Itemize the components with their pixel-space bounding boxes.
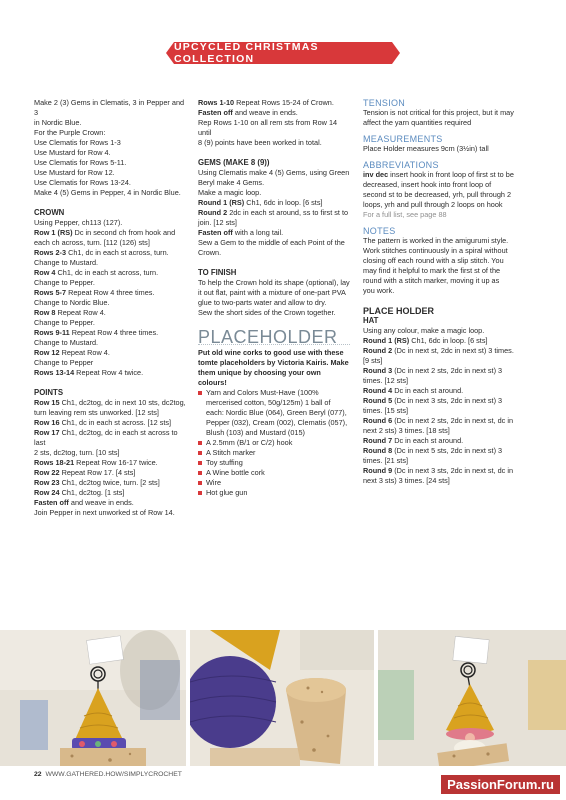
instruction-text: Rep Rows 1-10 on all rem sts from Row 14 until — [198, 118, 338, 137]
instruction-label: Row 12 — [34, 348, 60, 357]
instruction-text: Change to Mustard. — [34, 338, 99, 347]
column-1 — [34, 98, 186, 518]
instruction-line — [198, 248, 350, 258]
instruction-line — [363, 416, 535, 426]
instruction-line — [198, 108, 350, 118]
instruction-text: turn leaving rem sts unworked. [12 sts] — [34, 408, 159, 417]
instruction-text: Ch1, 6dc in loop. [6 sts] — [244, 198, 323, 207]
instruction-text: Repeat Row 4. — [55, 308, 106, 317]
instruction-line — [363, 170, 535, 180]
crown-continuation — [198, 98, 350, 148]
text-line: Put old wine corks to good use with these — [198, 348, 344, 357]
photo-placeholder-2 — [190, 630, 374, 766]
instruction-label: Round 1 (RS) — [198, 198, 245, 207]
instruction-line — [363, 456, 535, 466]
text-line: To help the Crown hold its shape (optional), lay — [198, 278, 350, 287]
instruction-text: insert hook in front loop of first st to be — [388, 170, 514, 179]
instruction-line — [363, 466, 535, 476]
instruction-label: Row 8 — [34, 308, 56, 317]
instruction-label: Rows 18-21 — [34, 458, 75, 467]
instruction-line — [198, 228, 350, 238]
text-line: in Nordic Blue. — [34, 118, 82, 127]
measurements-text: Place Holder measures 9cm (3½in) tall — [363, 144, 489, 153]
instruction-line — [363, 190, 535, 200]
instruction-line — [34, 428, 186, 448]
instruction-text: Change to Pepper — [34, 358, 94, 367]
instruction-line — [34, 348, 186, 358]
material-item: Wire — [198, 478, 350, 488]
instruction-label: inv dec — [363, 170, 389, 179]
text-line: The pattern is worked in the amigurumi style. — [363, 236, 509, 245]
column-2 — [198, 98, 350, 498]
instruction-text: [9 sts] — [363, 356, 383, 365]
instruction-text: next 3 sts) 3 times. [24 sts] — [363, 476, 450, 485]
instruction-text: times. [21 sts] — [363, 456, 409, 465]
instruction-text: Change to Mustard. — [34, 258, 99, 267]
materials-list — [198, 388, 350, 498]
material-item: A Stitch marker — [198, 448, 350, 458]
material-item: A Wine bottle cork — [198, 468, 350, 478]
instruction-line — [363, 436, 535, 446]
text-line: Sew the short sides of the Crown together. — [198, 308, 336, 317]
instruction-line — [34, 448, 186, 458]
text-line: Make 2 (3) Gems in Clematis, 3 in Pepper and 3 — [34, 98, 185, 117]
instruction-text: Ch1, dc in each st across, turn. — [66, 248, 169, 257]
instruction-line — [34, 458, 186, 468]
instruction-label: Rows 13-14 — [34, 368, 75, 377]
text-line: Use Mustard for Row 4. — [34, 148, 111, 157]
instruction-text: Ch1, dc in each st across. [12 sts] — [59, 418, 172, 427]
measurements-heading: MEASUREMENTS — [363, 134, 443, 144]
instruction-line — [34, 508, 186, 518]
instruction-label: Row 1 (RS) — [34, 228, 73, 237]
instruction-text: Repeat Row 4. — [59, 348, 110, 357]
gems-instructions — [198, 168, 350, 258]
crown-using: Using Pepper, ch113 (127). — [34, 218, 123, 227]
place-holder-heading: PLACE HOLDER — [363, 306, 435, 316]
text-line: them unique by choosing your own colours! — [198, 368, 321, 387]
points-heading: POINTS — [34, 388, 64, 397]
instruction-text: each ch across, turn. [112 (126) sts] — [34, 238, 150, 247]
instruction-label: Rows 2-3 — [34, 248, 67, 257]
instruction-line — [34, 298, 186, 308]
instruction-line — [363, 446, 535, 456]
notes-text — [363, 236, 535, 296]
instruction-text: second st to be decreased, yrh, pull through 2 — [363, 190, 512, 199]
instruction-line — [34, 358, 186, 368]
crown-instructions — [34, 228, 186, 378]
material-item: Toy stuffing — [198, 458, 350, 468]
instruction-line — [198, 98, 350, 108]
instruction-text: Repeat Row 17. [4 sts] — [59, 468, 136, 477]
section-banner: UPCYCLED CHRISTMAS COLLECTION — [174, 42, 392, 64]
instruction-line — [34, 318, 186, 328]
instruction-label: Rows 5-7 — [34, 288, 67, 297]
instruction-line — [34, 308, 186, 318]
intro-block — [34, 98, 186, 198]
instruction-text: Change to Pepper. — [34, 278, 95, 287]
instruction-line — [34, 408, 186, 418]
instruction-line — [34, 328, 186, 338]
text-line: Tension is not critical for this project, but it may — [363, 108, 514, 117]
instruction-label: Fasten off — [34, 498, 69, 507]
footer-url[interactable]: WWW.GATHERED.HOW/SIMPLYCROCHET — [45, 771, 182, 778]
instruction-line — [363, 476, 535, 486]
instruction-line — [34, 478, 186, 488]
photo-placeholder-3 — [378, 630, 566, 766]
instruction-line — [198, 218, 350, 228]
instruction-label: Row 4 — [34, 268, 56, 277]
instruction-text: 2 sts, dc2tog, turn. [10 sts] — [34, 448, 120, 457]
instruction-text: Change to Nordic Blue. — [34, 298, 110, 307]
instruction-line — [34, 498, 186, 508]
instruction-label: Row 16 — [34, 418, 60, 427]
instruction-line — [34, 488, 186, 498]
text-line: round with a stitch marker, moving it up as — [363, 276, 500, 285]
instruction-line — [34, 398, 186, 408]
instruction-line — [363, 386, 535, 396]
abbreviations-text — [363, 170, 535, 210]
instruction-text: Ch1, dc2tog, dc in next 10 sts, dc2tog, — [59, 398, 186, 407]
instruction-text: join. [12 sts] — [198, 218, 237, 227]
instruction-line — [198, 188, 350, 198]
placeholder-intro — [198, 348, 350, 388]
instruction-text: decreased, insert hook into front loop of — [363, 180, 492, 189]
instruction-text: Join Pepper in next unworked st of Row 14. — [34, 508, 175, 517]
instruction-text: Repeat Row 4 three times. — [66, 288, 155, 297]
notes-heading: NOTES — [363, 226, 396, 236]
instruction-text: Ch1, dc2tog, dc in each st across to last — [34, 428, 178, 447]
text-line: glue to two-parts water and allow to dry. — [198, 298, 327, 307]
instruction-text: next 2 sts) 3 times. [18 sts] — [363, 426, 450, 435]
instruction-text: (Dc in next 3 sts, 2dc in next st) 3 — [392, 396, 503, 405]
instruction-line — [198, 198, 350, 208]
instruction-text: 8 (9) points have been worked in total. — [198, 138, 322, 147]
instruction-text: Repeat Rows 15-24 of Crown. — [234, 98, 334, 107]
text-line: Make 4 (5) Gems in Pepper, 4 in Nordic Blue. — [34, 188, 181, 197]
instruction-line — [34, 228, 186, 238]
tension-text — [363, 108, 535, 128]
instruction-label: Round 1 (RS) — [363, 336, 410, 345]
instruction-line — [363, 396, 535, 406]
instruction-label: Rows 1-10 — [198, 98, 235, 107]
instruction-line — [34, 248, 186, 258]
text-line: Work stitches continuously in a spiral without — [363, 246, 508, 255]
instruction-text: (Dc in next st, 2dc in next st) 3 times. — [392, 346, 514, 355]
instruction-text: Ch1, dc2tog twice, turn. [2 sts] — [59, 478, 160, 487]
photo-placeholder-1 — [0, 630, 186, 766]
hat-instructions — [363, 326, 535, 486]
instruction-text: Change to Pepper. — [34, 318, 95, 327]
gems-heading: GEMS (MAKE 8 (9)) — [198, 158, 270, 167]
instruction-line — [363, 336, 535, 346]
instruction-line — [198, 238, 350, 248]
instruction-label: Rows 9-11 — [34, 328, 70, 337]
instruction-line — [363, 180, 535, 190]
instruction-text: Repeat Row 4 twice. — [74, 368, 144, 377]
instruction-text: Ch1, 6dc in loop. [6 sts] — [409, 336, 488, 345]
text-line: closing off each round with a slip stitch. You — [363, 256, 504, 265]
instruction-text: with a long tail. — [232, 228, 284, 237]
instruction-text: Ch1, dc in each st across, turn. — [55, 268, 159, 277]
page-number: 22 — [34, 771, 42, 778]
instruction-text: times. [15 sts] — [363, 406, 409, 415]
instruction-line — [34, 338, 186, 348]
instruction-text: (Dc in next 3 sts, 2dc in next st, dc in — [392, 466, 514, 475]
instruction-text: Crown. — [198, 248, 222, 257]
instruction-line — [34, 258, 186, 268]
instruction-text: and weave in ends. — [232, 108, 298, 117]
instruction-label: Round 6 — [363, 416, 393, 425]
instruction-label: Round 2 — [363, 346, 393, 355]
watermark: PassionForum.ru — [441, 775, 560, 794]
column-3 — [363, 98, 535, 486]
photo-strip — [0, 630, 566, 766]
instruction-label: Row 15 — [34, 398, 60, 407]
instruction-line — [363, 326, 535, 336]
abbreviations-more-link[interactable]: For a full list, see page 88 — [363, 210, 447, 219]
instruction-line — [198, 138, 350, 148]
instruction-line — [363, 366, 535, 376]
finish-instructions — [198, 278, 350, 318]
instruction-label: Row 23 — [34, 478, 60, 487]
instruction-line — [34, 368, 186, 378]
instruction-line — [363, 426, 535, 436]
placeholder-title: PLACEHOLDER — [198, 332, 350, 345]
instruction-label: Row 17 — [34, 428, 60, 437]
instruction-line — [198, 208, 350, 218]
instruction-line — [34, 278, 186, 288]
instruction-text: Beryl make 4 Gems. — [198, 178, 265, 187]
instruction-line — [363, 356, 535, 366]
text-line: Use Clematis for Rows 5-11. — [34, 158, 127, 167]
instruction-text: and weave in ends. — [68, 498, 134, 507]
instruction-label: Round 5 — [363, 396, 393, 405]
instruction-line — [34, 268, 186, 278]
text-line: Use Mustard for Row 12. — [34, 168, 115, 177]
instruction-text: (Dc in next 5 sts, 2dc in next st) 3 — [392, 446, 503, 455]
instruction-line — [34, 238, 186, 248]
instruction-label: Round 3 — [363, 366, 393, 375]
text-line: you work. — [363, 286, 395, 295]
instruction-line — [34, 468, 186, 478]
text-line: Use Clematis for Rows 13-24. — [34, 178, 131, 187]
instruction-text: Make a magic loop. — [198, 188, 262, 197]
material-item: Hot glue gun — [198, 488, 350, 498]
instruction-text: Sew a Gem to the middle of each Point of the — [198, 238, 345, 247]
instruction-label: Round 2 — [198, 208, 228, 217]
instruction-line — [363, 346, 535, 356]
instruction-text: Repeat Row 16-17 twice. — [74, 458, 158, 467]
instruction-text: Using Clematis make 4 (5) Gems, using Green — [198, 168, 350, 177]
instruction-line — [198, 178, 350, 188]
instruction-text: Dc in each st around. — [392, 386, 464, 395]
instruction-text: Using any colour, make a magic loop. — [363, 326, 485, 335]
instruction-text: loops, yrh and pull through 2 loops on hook — [363, 200, 503, 209]
instruction-text: 2dc in each st around, ss to first st to — [227, 208, 349, 217]
text-line: For the Purple Crown: — [34, 128, 106, 137]
instruction-line — [34, 288, 186, 298]
instruction-label: Round 8 — [363, 446, 393, 455]
finish-heading: TO FINISH — [198, 268, 237, 277]
instruction-text: (Dc in next 2 sts, 2dc in next st) 3 — [392, 366, 503, 375]
instruction-text: times. [12 sts] — [363, 376, 409, 385]
instruction-line — [34, 418, 186, 428]
text-line: may find it helpful to mark the first st of the — [363, 266, 501, 275]
instruction-text: Dc in second ch from hook and — [72, 228, 176, 237]
instruction-label: Fasten off — [198, 228, 233, 237]
instruction-text: Repeat Row 4 three times. — [69, 328, 159, 337]
instruction-label: Fasten off — [198, 108, 233, 117]
instruction-line — [363, 200, 535, 210]
instruction-label: Row 22 — [34, 468, 60, 477]
page-footer — [34, 771, 182, 778]
instruction-label: Round 9 — [363, 466, 393, 475]
tension-heading: TENSION — [363, 98, 406, 108]
crown-heading: CROWN — [34, 208, 65, 217]
text-line: it out flat, paint with a mixture of one-part PVA — [198, 288, 346, 297]
text-line: affect the yarn quantities required — [363, 118, 472, 127]
instruction-text: Dc in each st around. — [392, 436, 464, 445]
instruction-label: Round 4 — [363, 386, 393, 395]
instruction-text: Ch1, dc2tog. [1 sts] — [59, 488, 125, 497]
abbreviations-heading: ABBREVIATIONS — [363, 160, 439, 170]
instruction-text: (Dc in next 2 sts, 2dc in next st, dc in — [392, 416, 514, 425]
material-item: Yarn and Colors Must-Have (100% mercerised cotton, 50g/125m) 1 ball of each: Nordic Blue (064), Green Beryl (077), Pepper (032), Cream (002), Clematis (057), Blush (103) and Mustard (015) — [198, 388, 350, 438]
material-item: A 2.5mm (B/1 or C/2) hook — [198, 438, 350, 448]
instruction-line — [363, 406, 535, 416]
text-line: Use Clematis for Rows 1-3 — [34, 138, 121, 147]
text-line: tomte placeholders by Victoria Kairis. Make — [198, 358, 349, 367]
instruction-line — [198, 118, 350, 138]
points-instructions — [34, 398, 186, 518]
hat-heading: HAT — [363, 316, 379, 325]
instruction-label: Round 7 — [363, 436, 393, 445]
instruction-line — [198, 168, 350, 178]
instruction-line — [363, 376, 535, 386]
instruction-label: Row 24 — [34, 488, 60, 497]
